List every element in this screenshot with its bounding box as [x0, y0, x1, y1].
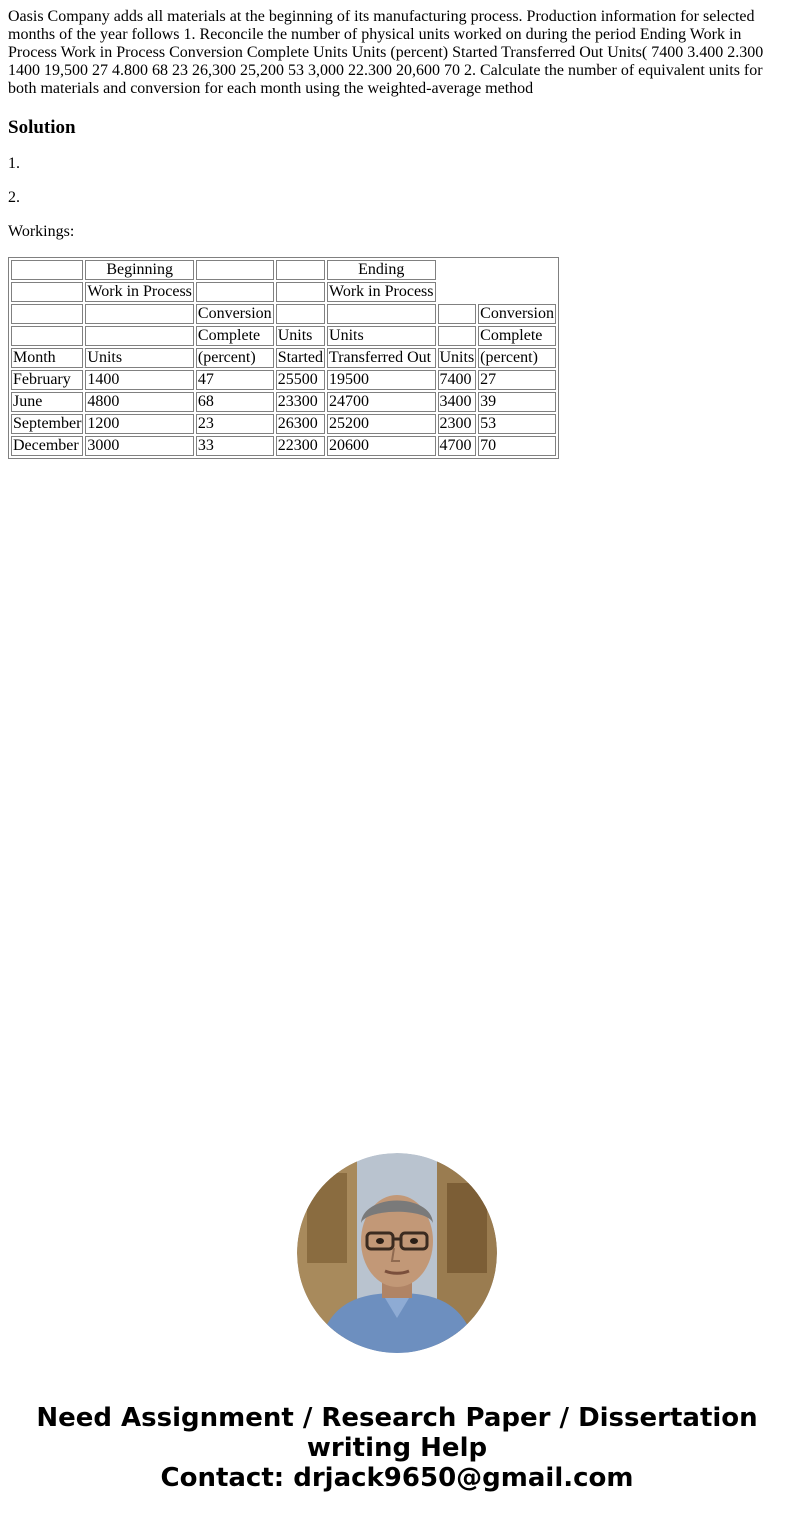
table-header-row — [11, 326, 556, 346]
table-cell: Work in Process — [87, 283, 192, 300]
table-cell — [438, 282, 556, 302]
table-cell: 3000 — [85, 436, 193, 456]
table-cell: 25500 — [276, 370, 325, 390]
table-cell: 2300 — [438, 414, 477, 434]
workings-label: Workings: — [8, 223, 75, 240]
table-cell: 3400 — [438, 392, 477, 412]
table-cell: Transferred Out — [327, 348, 435, 368]
table-cell: Started — [277, 349, 324, 366]
table-cell — [11, 282, 83, 302]
table-cell: (percent) — [196, 348, 274, 368]
table-cell — [438, 260, 556, 280]
table-cell: 39 — [478, 392, 556, 412]
table-cell — [196, 260, 274, 280]
table-cell: 33 — [196, 436, 274, 456]
author-avatar — [297, 1153, 497, 1353]
table-cell: Units — [439, 349, 475, 366]
table-cell — [196, 282, 274, 302]
person-portrait-icon — [297, 1153, 497, 1353]
table-cell: 1400 — [85, 370, 193, 390]
promo-line: writing Help — [306, 1433, 488, 1463]
table-cell — [11, 304, 83, 324]
table-cell: 53 — [478, 414, 556, 434]
table-cell — [276, 260, 325, 280]
table-cell — [11, 260, 83, 280]
table-header-row — [11, 348, 556, 368]
promo-contact: Contact: drjack9650@gmail.com — [160, 1463, 634, 1493]
solution-item-2: 2. — [8, 189, 20, 206]
table-cell — [85, 304, 193, 324]
table-cell — [276, 304, 325, 324]
question-text: Oasis Company adds all materials at the beginning of its manufacturing process. Production information for selected months of the year follows 1. Reconcile the number of physical units worked on during the period Ending Work in Process Work in Process Conversion Complete Units Units (percent) Started Transferred Out Units( 7400 3.400 2.300 1400 19,500 27 4.800 68 23 26,300 25,200 53 3,000 22.300 20,600 70 2. Calculate the number of equivalent units for both materials and conversion for each month using the weighted-average method — [8, 8, 764, 97]
table-cell: December — [11, 436, 83, 456]
table-cell: Units — [85, 348, 193, 368]
solution-heading: Solution — [8, 117, 76, 138]
table-cell: September — [13, 415, 82, 432]
table-cell: June — [11, 392, 83, 412]
table-cell — [438, 326, 477, 346]
table-cell: Units — [327, 326, 435, 346]
table-cell: 1200 — [85, 414, 193, 434]
table-cell: 47 — [196, 370, 274, 390]
table-cell: Conversion — [480, 305, 554, 322]
table-row — [11, 370, 556, 390]
table-header-row — [11, 304, 556, 324]
table-cell: 27 — [478, 370, 556, 390]
promo-line: Need Assignment / Research Paper / Dissertation — [36, 1403, 758, 1433]
table-cell: 4700 — [438, 436, 477, 456]
promo-banner — [0, 1403, 794, 1493]
table-cell — [85, 326, 193, 346]
table-cell: 4800 — [85, 392, 193, 412]
table-cell — [327, 304, 435, 324]
table-cell: Ending — [327, 260, 435, 280]
table-cell: 70 — [478, 436, 556, 456]
table-cell: Complete — [196, 326, 274, 346]
table-cell: Units — [276, 326, 325, 346]
table-row — [11, 414, 556, 434]
table-row — [11, 436, 556, 456]
table-cell: 68 — [196, 392, 274, 412]
table-cell: Beginning — [85, 260, 193, 280]
workings-table — [8, 257, 559, 459]
solution-item-1: 1. — [8, 155, 20, 172]
table-cell: Conversion — [197, 305, 272, 322]
table-cell: Month — [11, 348, 83, 368]
table-cell: 24700 — [327, 392, 435, 412]
table-cell: 7400 — [438, 370, 477, 390]
table-cell — [276, 282, 325, 302]
table-cell: 25200 — [327, 414, 435, 434]
document-content — [0, 0, 794, 467]
table-cell: Complete — [478, 326, 556, 346]
table-row — [11, 392, 556, 412]
table-cell — [11, 326, 83, 346]
table-cell: 23 — [196, 414, 274, 434]
table-header-row — [11, 260, 556, 280]
table-cell: February — [11, 370, 83, 390]
table-cell: 26300 — [276, 414, 325, 434]
table-cell: 22300 — [276, 436, 325, 456]
table-cell — [438, 304, 477, 324]
table-cell: 19500 — [327, 370, 435, 390]
table-cell: 20600 — [327, 436, 435, 456]
table-cell: (percent) — [478, 348, 556, 368]
table-cell: 23300 — [276, 392, 325, 412]
table-cell: Work in Process — [329, 283, 434, 300]
table-header-row — [11, 282, 556, 302]
